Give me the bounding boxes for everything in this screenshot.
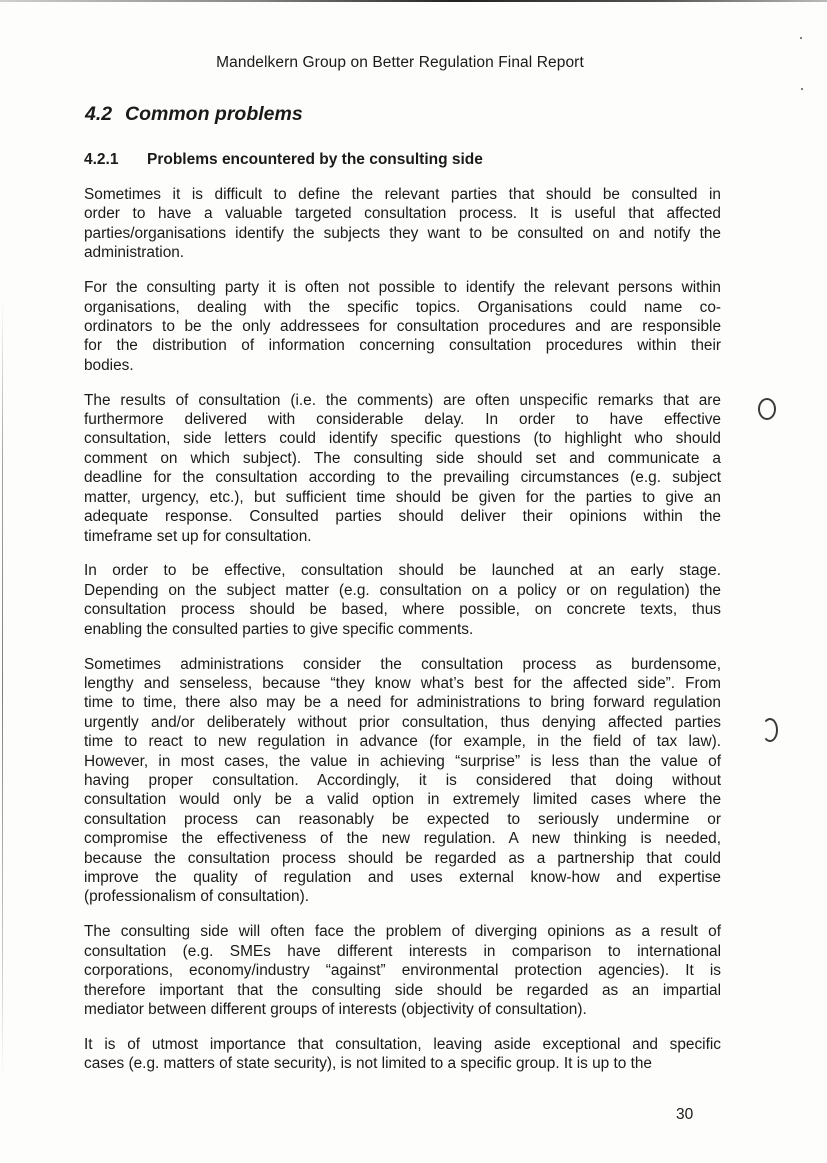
paragraph-line: consultation, side letters could identify specific questions (to highlight who should	[84, 430, 721, 448]
scan-speck	[801, 88, 803, 90]
scan-speck	[800, 37, 802, 39]
paragraph-line: deadline for the consultation according to the prevailing circumstances (e.g. subject	[84, 469, 721, 487]
section-title-text: Common problems	[125, 103, 303, 125]
paragraph-line: matter, urgency, etc.), but sufficient time should be given for the parties to give an	[84, 488, 721, 506]
paragraph	[84, 922, 721, 1019]
page-number: 30	[676, 1106, 694, 1123]
paragraph-line: organisations, dealing with the specific topics. Organisations could name co-	[84, 298, 721, 316]
section-number: 4.2	[85, 103, 113, 125]
paragraph-line: consultation process can reasonably be expected to seriously undermine or	[84, 810, 721, 828]
paragraph-line: because the consultation process should be regarded as a partnership that could	[84, 849, 721, 867]
body-text	[84, 185, 721, 1089]
paragraph-line: consultation (e.g. SMEs have different interests in comparison to international	[84, 942, 721, 960]
paragraph-line: Depending on the subject matter (e.g. consultation on a policy or on regulation) the	[84, 581, 721, 599]
running-header: Mandelkern Group on Better Regulation Final Report	[216, 54, 584, 71]
paragraph-line: comment on which subject). The consulting side should set and communicate a	[84, 449, 721, 467]
paragraph-line: time to time, there also may be a need for administrations to bring forward regulation	[84, 694, 721, 712]
paragraph	[84, 278, 721, 375]
paragraph-line: furthermore delivered with considerable delay. In order to have effective	[84, 411, 721, 429]
paragraph-line: For the consulting party it is often not possible to identify the relevant persons within	[84, 279, 721, 297]
margin-circle-mark	[758, 398, 776, 420]
subsection-title-text: Problems encountered by the consulting side	[147, 151, 483, 168]
subsection-number: 4.2.1	[84, 151, 119, 168]
paragraph-line: compromise the effectiveness of the new regulation. A new thinking is needed,	[84, 830, 721, 848]
margin-arc-mark	[762, 718, 778, 742]
paragraph-line: consultation process should be based, where possible, on concrete texts, thus	[84, 601, 721, 619]
paragraph-line: therefore important that the consulting side should be regarded as an impartial	[84, 981, 721, 999]
paragraph	[84, 561, 721, 639]
paragraph	[84, 1035, 721, 1074]
paragraph-line: mediator between different groups of interests (objectivity of consultation).	[84, 1000, 587, 1018]
paragraph-line: corporations, economy/industry “against” environmental protection agencies). It is	[84, 962, 721, 980]
paragraph-line: parties/organisations identify the subjects they want to be consulted on and notify the	[84, 224, 721, 242]
paragraph	[84, 655, 721, 907]
paragraph-line: It is of utmost importance that consultation, leaving aside exceptional and specific	[84, 1035, 721, 1053]
paragraph-line: enabling the consulted parties to give specific comments.	[84, 620, 474, 638]
paragraph-line: cases (e.g. matters of state security), is not limited to a specific group. It is up to the	[84, 1055, 652, 1073]
paragraph-line: (professionalism of consultation).	[84, 888, 309, 906]
paragraph-line: ordinators to be the only addressees for consultation procedures and are responsible	[84, 317, 721, 335]
scan-left-edge	[2, 300, 3, 1080]
paragraph-line: order to have a valuable targeted consultation process. It is useful that affected	[84, 205, 721, 223]
paragraph-line: urgently and/or deliberately without prior consultation, thus denying affected parties	[84, 713, 721, 731]
paragraph-line: The results of consultation (i.e. the comments) are often unspecific remarks that are	[84, 391, 721, 409]
paragraph-line: Sometimes it is difficult to define the relevant parties that should be consulted in	[84, 186, 721, 203]
subsection-heading	[84, 151, 483, 169]
paragraph-line: adequate response. Consulted parties should deliver their opinions within the	[84, 508, 721, 526]
section-heading	[85, 103, 303, 126]
paragraph-line: However, in most cases, the value in achieving “surprise” is less than the value of	[84, 752, 721, 770]
paragraph-line: bodies.	[84, 356, 134, 374]
paragraph-line: administration.	[84, 244, 185, 262]
paragraph-line: for the distribution of information concerning consultation procedures within their	[84, 337, 721, 355]
paragraph-line: improve the quality of regulation and uses external know-how and expertise	[84, 869, 721, 886]
top-edge-rule	[0, 0, 827, 2]
paragraph-line: having proper consultation. Accordingly, it is considered that doing without	[84, 771, 721, 789]
paragraph-line: Sometimes administrations consider the consultation process as burdensome,	[84, 655, 721, 673]
paragraph-line: In order to be effective, consultation should be launched at an early stage.	[84, 562, 721, 580]
paragraph-line: lengthy and senseless, because “they know what’s best for the affected side”. From	[84, 674, 721, 692]
paragraph-line: consultation would only be a valid option in extremely limited cases where the	[84, 791, 721, 809]
paragraph	[84, 391, 721, 546]
paragraph-line: The consulting side will often face the problem of diverging opinions as a result of	[84, 923, 721, 941]
paragraph	[84, 185, 721, 263]
paragraph-line: time to react to new regulation in advance (for example, in the field of tax law).	[84, 733, 721, 751]
paragraph-line: timeframe set up for consultation.	[84, 527, 312, 545]
